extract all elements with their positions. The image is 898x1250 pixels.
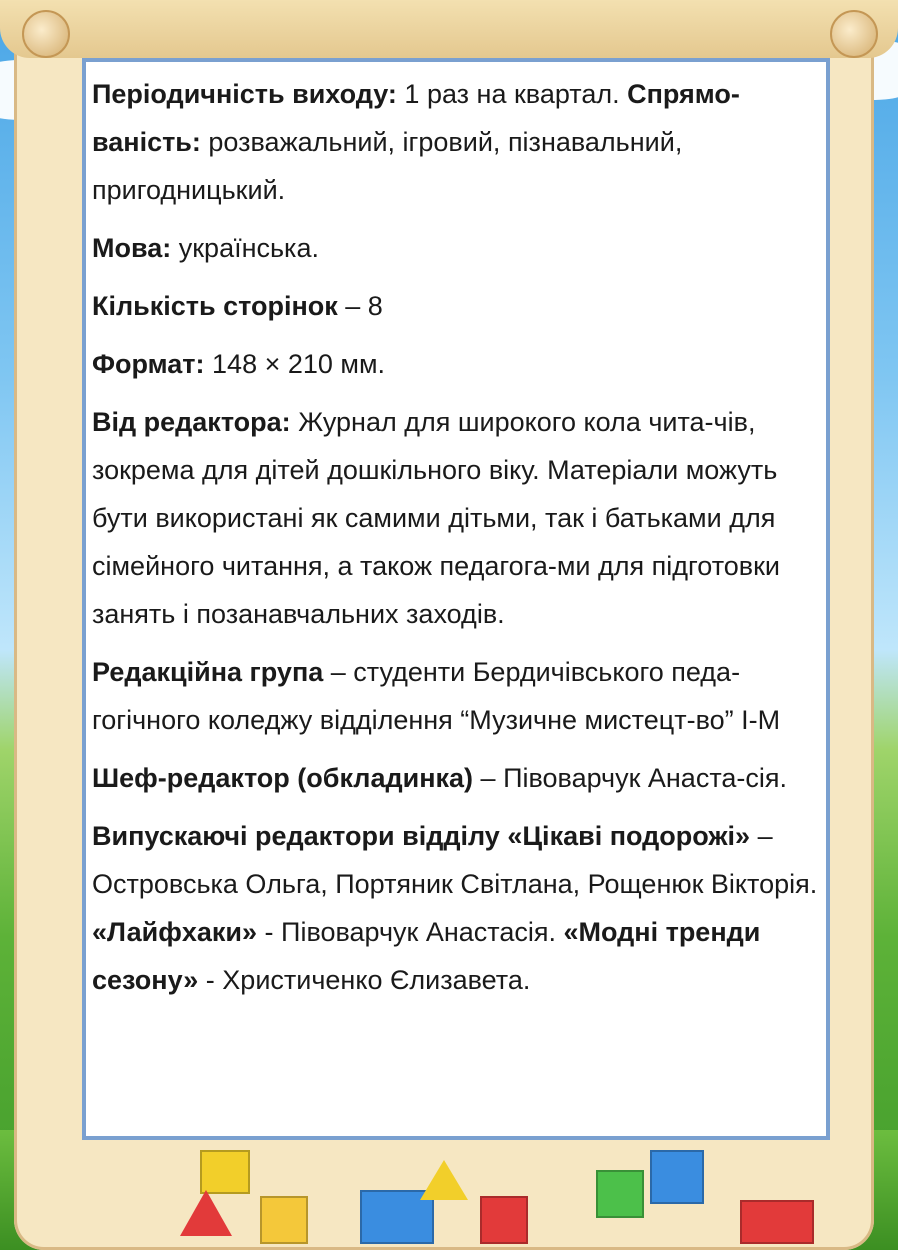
- chief-editor-paragraph: [92, 754, 830, 802]
- format-text: 148 × 210 мм.: [204, 349, 386, 379]
- fashion-trends-label: «Модні тренди сезону»: [92, 917, 761, 995]
- scroll-right-knob: [830, 10, 878, 58]
- orientation-text: розважальний, ігровий, пізнавальний, пригодницький.: [92, 127, 683, 205]
- toy-pyramid: [420, 1160, 468, 1200]
- toy-block: [260, 1196, 308, 1244]
- section-editors-label: Випускаючі редактори відділу «Цікаві подорожі»: [92, 821, 751, 851]
- editor-note-paragraph: [92, 398, 830, 638]
- pages-paragraph: [92, 282, 830, 330]
- pages-text: – 8: [337, 291, 383, 321]
- lifehacks-text: - Півоварчук Анастасія.: [257, 917, 564, 947]
- scroll-left-knob: [22, 10, 70, 58]
- language-label: Мова:: [92, 233, 172, 263]
- toy-block: [740, 1200, 814, 1244]
- editor-note-label: Від редактора:: [92, 407, 291, 437]
- chief-editor-label: Шеф-редактор (обкладинка): [92, 763, 474, 793]
- toy-block: [200, 1150, 250, 1194]
- info-content: [92, 70, 830, 1014]
- editorial-group-paragraph: [92, 648, 830, 744]
- chief-editor-text: – Півоварчук Анаста-сія.: [473, 763, 788, 793]
- editorial-group-label: Редакційна група: [92, 657, 324, 687]
- pages-label: Кількість сторінок: [92, 291, 338, 321]
- section-editors-paragraph: [92, 812, 830, 1004]
- toy-block: [650, 1150, 704, 1204]
- scroll-top-roll: [0, 0, 898, 58]
- editorial-group-text: – студенти Бердичівського педа-гогічного коледжу відділення “Музичне мистецт-во” І-М: [92, 657, 781, 735]
- periodicity-paragraph: [92, 70, 830, 214]
- format-paragraph: [92, 340, 830, 388]
- fashion-trends-text: - Христиченко Єлизавета.: [198, 965, 531, 995]
- periodicity-label: Періодичність виходу:: [92, 79, 397, 109]
- info-panel: [82, 58, 830, 1140]
- section-editors-text: – Островська Ольга, Портяник Світлана, Рощенюк Вікторія.: [92, 821, 818, 899]
- editor-note-text: Журнал для широкого кола чита-чів, зокрема для дітей дошкільного віку. Матеріали можуть бути використані як самими дітьми, так і батьками для сімейного читання, а також педагога-ми для підготовки занять і позанавчальних заходів.: [92, 407, 781, 629]
- language-paragraph: [92, 224, 830, 272]
- toy-block: [480, 1196, 528, 1244]
- toy-block: [596, 1170, 644, 1218]
- format-label: Формат:: [92, 349, 205, 379]
- orientation-label: Спрямо- ваність:: [92, 79, 740, 157]
- language-text: українська.: [171, 233, 319, 263]
- periodicity-text: 1 раз на квартал.: [396, 79, 628, 109]
- toy-pyramid: [180, 1190, 232, 1236]
- lifehacks-label: «Лайфхаки»: [92, 917, 258, 947]
